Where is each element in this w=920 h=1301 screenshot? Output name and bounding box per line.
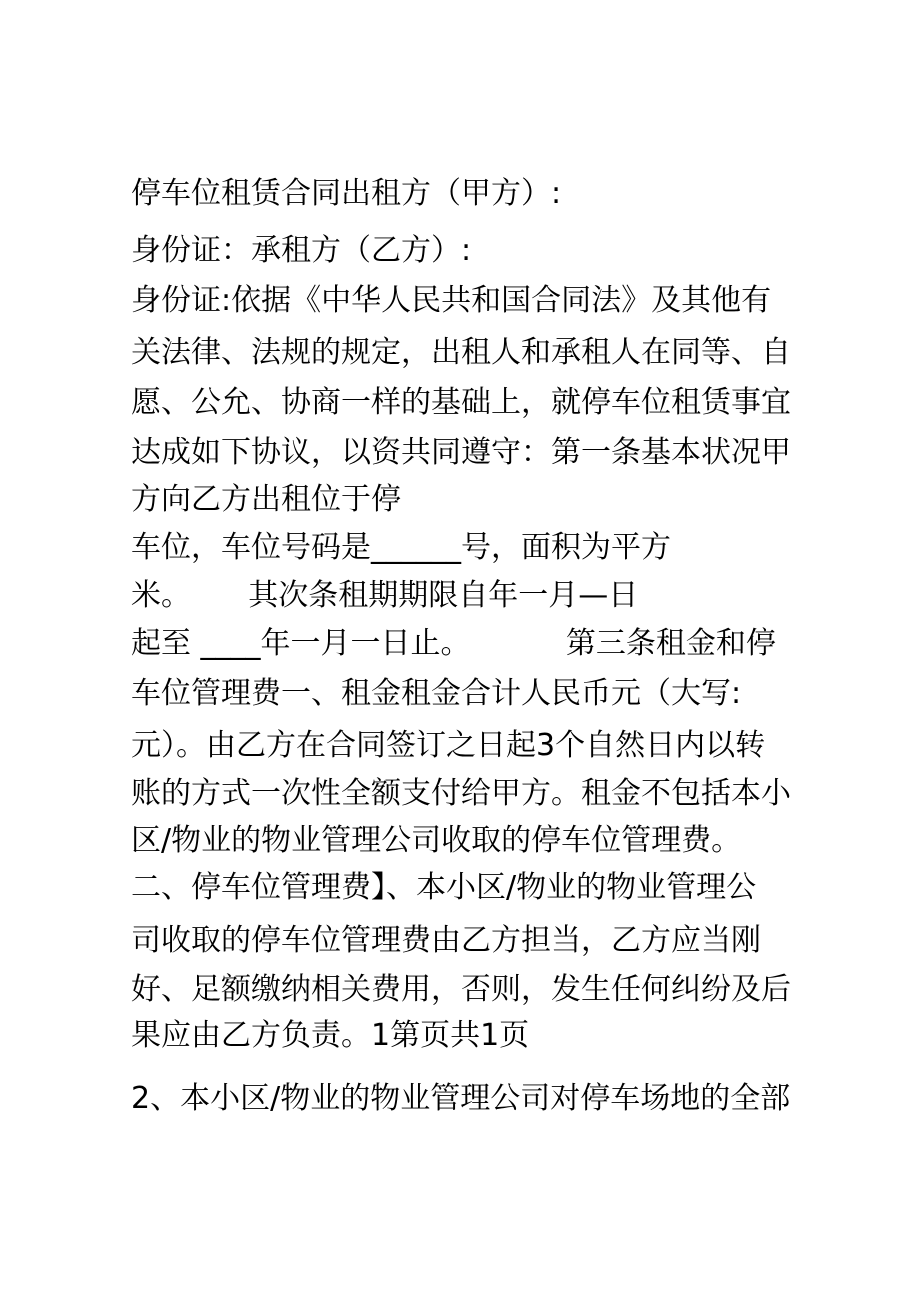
text-line: 停车位租赁合同出租方（甲方）: [131, 176, 562, 211]
text-line: 方向乙方出租位于停 [131, 482, 401, 517]
text-line: 二、停车位管理费】、本小区/物业的物业管理公 [131, 870, 757, 905]
text-line: 车位管理费一、租金租金合计人民币元（大写: [131, 676, 742, 711]
text-line: 元）。由乙方在合同签订之日起3个自然日内以转 [131, 728, 766, 763]
text-line: 果应由乙方负责。1第页共1页 [131, 1018, 530, 1053]
text-line: 身份证:依据《中华人民共和国合同法》及其他有 [131, 283, 772, 318]
text-line: 司收取的停车位管理费由乙方担当，乙方应当刚 [131, 923, 761, 958]
text-line: 关法律、法规的规定，出租人和承租人在同等、自 [131, 335, 791, 370]
text-line: 车位，车位号码是______号，面积为平方 [131, 530, 671, 565]
text-line: 账的方式一次性全额支付给甲方。租金不包括本小 [131, 776, 791, 811]
text-line: 米。 其次条租期期限自年一月—日 [131, 578, 639, 613]
text-line: 愿、公允、协商一样的基础上，就停车位租赁事宜 [131, 385, 791, 420]
text-line: 达成如下协议，以资共同遵守：第一条基本状况甲 [131, 435, 791, 470]
text-line: 身份证：承租方（乙方）: [131, 233, 472, 268]
text-line: 好、足额缴纳相关费用，否则，发生任何纠纷及后 [131, 972, 791, 1007]
text-line: 区/物业的物业管理公司收取的停车位管理费。 [131, 823, 742, 858]
text-line: 起至 ____年一月一日止。 第三条租金和停 [131, 626, 776, 661]
text-line: 2、本小区/物业的物业管理公司对停车场地的全部 [131, 1081, 791, 1116]
